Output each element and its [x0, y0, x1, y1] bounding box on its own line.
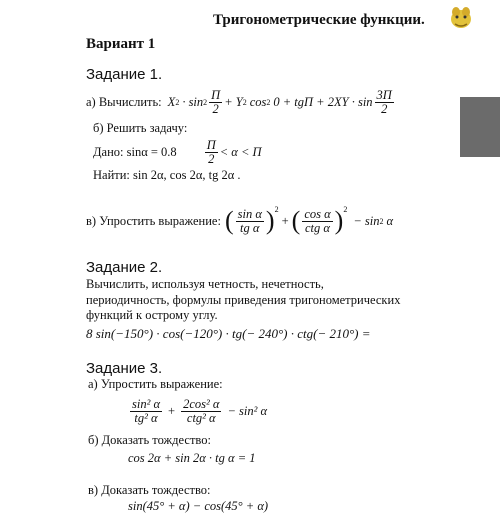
task2-line2: периодичность, формулы приведения тригонометрических — [86, 293, 401, 307]
task1-a: а) Вычислить: X 2 · sin 2 $\frac{П}{2}$ + Y 2 cos 2 0 + tgП + 2XY · sin $\frac{3П}{2}$ — [86, 87, 392, 116]
task1-c: в) Упростить выражение: ( $\frac{\text{sin α}}{\text{tg α}}$ ) $^2$ + ( $\frac{\text{cos α}}{\text{ctg α}}$ ) $^2$ − sin 2 α — [86, 204, 394, 235]
alpha: α — [386, 213, 394, 228]
fraction-pi-over-2: $\frac{П}{2}$ — [211, 87, 221, 116]
expr-rest: 0 + tgП + 2XY · sin — [273, 94, 373, 109]
fraction-pi-over-2-cond: $\frac{П}{2}$ — [206, 137, 216, 166]
task1-c-label: в) Упростить выражение: — [86, 213, 221, 228]
fraction-sin-over-tg: $\frac{\text{sin α}}{\text{tg α}}$ — [237, 206, 262, 235]
side-panel — [460, 97, 500, 157]
variant-title: Вариант 1 — [86, 36, 156, 52]
task2-line3: функций к острому углу. — [86, 308, 218, 322]
task1-b-label: б) Решить задачу: — [93, 121, 188, 135]
page-title: Тригонометрические функции. — [213, 12, 425, 28]
task2-heading: Задание 2. — [86, 259, 163, 276]
given-line — [93, 137, 262, 167]
find-line: Найти: sin 2α, cos 2α, tg 2α . — [93, 168, 241, 182]
minus-sin-term: − sin — [353, 213, 380, 228]
task1-heading: Задание 1. — [86, 66, 163, 83]
fraction-3pi-over-2: $\frac{3П}{2}$ — [376, 87, 392, 116]
minus-sin2-term: − sin² α — [227, 403, 268, 418]
cartoon-image — [446, 4, 476, 30]
task2-expression: 8 sin(−150°) · cos(−120°) · tg(− 240°) · ctg(− 210°) = — [86, 326, 371, 341]
given-label: Дано: sinα = 0.8 — [93, 144, 177, 159]
task3-a-expr: $\frac{\text{sin² α}}{\text{tg² α}}$ + $\frac{\text{2cos² α}}{\text{ctg² α}}$ − sin² α — [132, 396, 268, 425]
fraction-2cos2-over-ctg2: $\frac{\text{2cos² α}}{\text{ctg² α}}$ — [183, 396, 220, 425]
fraction-cos-over-ctg: $\frac{\text{cos α}}{\text{ctg α}}$ — [304, 206, 331, 235]
var-y-term: + Y — [224, 94, 243, 109]
task3-heading: Задание 3. — [86, 360, 163, 377]
task2-line1: Вычислить, используя четность, нечетность, — [86, 277, 324, 291]
fraction-sin2-over-tg2: $\frac{\text{sin² α}}{\text{tg² α}}$ — [132, 396, 161, 425]
cos-term: cos — [249, 94, 267, 109]
task3-a-label: а) Упростить выражение: — [88, 377, 223, 391]
task3-c-label: в) Доказать тождество: — [88, 483, 211, 497]
task3-b-label: б) Доказать тождество: — [88, 433, 211, 447]
task3-c-expr: sin(45° + α) − cos(45° + α) — [128, 499, 269, 513]
given-condition: < α < П — [219, 144, 262, 159]
var-x: X — [167, 94, 176, 109]
sin-term: · sin — [182, 94, 204, 109]
task1-a-label: а) Вычислить: — [86, 94, 162, 109]
task3-b-expr: cos 2α + sin 2α · tg α = 1 — [128, 451, 256, 465]
